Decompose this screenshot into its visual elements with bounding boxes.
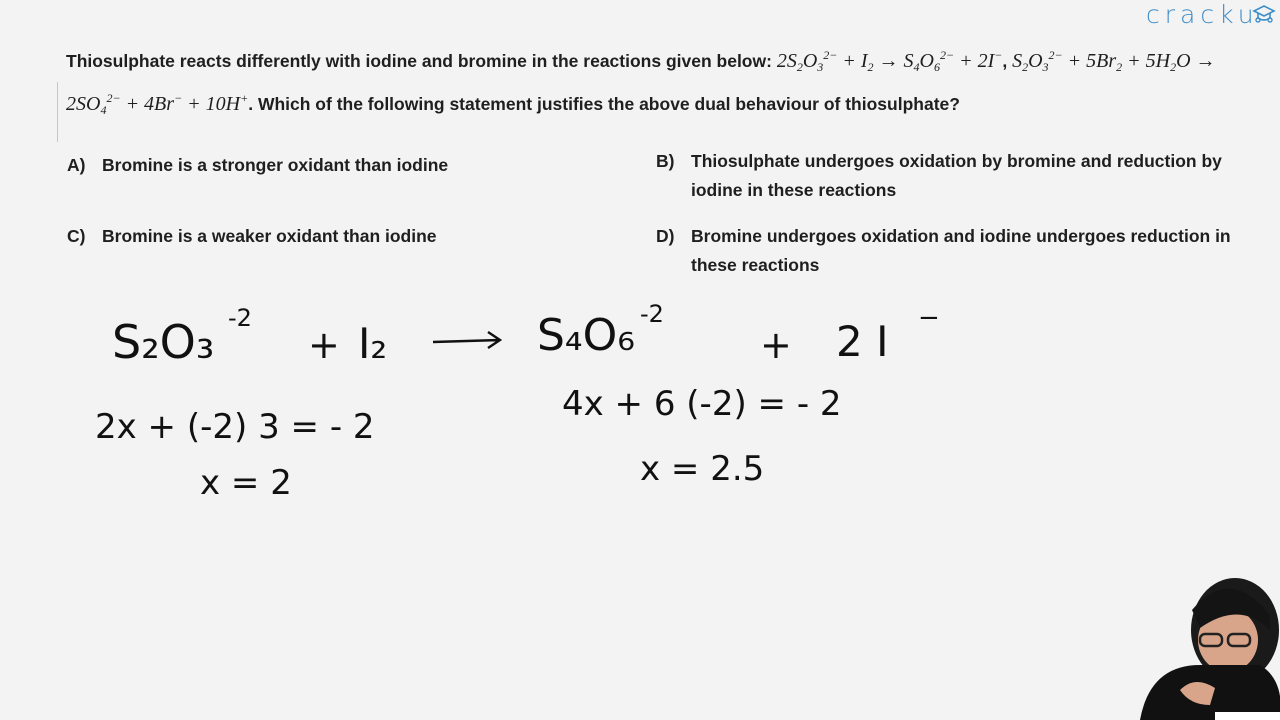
- option-b-text: Thiosulphate undergoes oxidation by bromine and reduction by iodine in these reactions: [691, 151, 1222, 200]
- question-text: Thiosulphate reacts differently with iodine and bromine in the reactions given below: $2S_2O_3^{2-} + I_2 \to S_4O_6^{2-} + 2I^-$, $S_2O_3^{2-} + 5Br_2 + 5H_2O \to 2SO_4^{2-} + 4Br^- + 10H^+$. Which of the following statement justifies the above dual behaviour of thiosulphate?: [66, 48, 1216, 117]
- hw-equation-right-result: x = 2.5: [640, 449, 765, 489]
- reaction-1-equation: $2S_2O_3^{2-} + I_2 \to S_4O_6^{2-} + 2I^-$: [776, 48, 1003, 74]
- question-tail: . Which of the following statement justifies the above dual behaviour of thiosulphate?: [248, 94, 960, 114]
- option-a-letter: A): [67, 155, 86, 175]
- hw-plus-1: +: [308, 323, 340, 367]
- hw-product-1-charge: -2: [640, 300, 664, 328]
- hw-product-2: 2 I: [836, 317, 889, 366]
- option-a-text: Bromine is a stronger oxidant than iodine: [102, 155, 449, 175]
- hw-product-2-charge: −: [918, 303, 940, 333]
- hw-left-reactant: S₂O₃: [112, 315, 215, 369]
- logo-text: cracku: [1146, 0, 1259, 29]
- option-b-letter: B): [656, 151, 675, 171]
- hw-plus-2: +: [760, 323, 792, 367]
- hw-product-1: S₄O₆: [537, 310, 635, 361]
- hw-reaction-arrow: [433, 332, 500, 348]
- question-lead: Thiosulphate reacts differently with iodine and bromine in the reactions given below:: [66, 51, 772, 71]
- option-d-letter: D): [656, 226, 675, 246]
- option-d-text: Bromine undergoes oxidation and iodine undergoes reduction in these reactions: [691, 226, 1231, 275]
- presenter-video: [1120, 570, 1280, 720]
- hw-equation-left-result: x = 2: [200, 463, 292, 503]
- hw-equation-right: 4x + 6 (-2) = - 2: [562, 384, 842, 424]
- option-c-text: Bromine is a weaker oxidant than iodine: [102, 226, 437, 246]
- hw-left-charge: -2: [228, 304, 252, 332]
- hw-equation-left: 2x + (-2) 3 = - 2: [95, 407, 375, 447]
- reaction-2-equation: $S_2O_3^{2-} + 5Br_2 + 5H_2O \to 2SO_4^{2-} + 4Br^- + 10H^+$: [66, 48, 1216, 117]
- option-c-letter: C): [67, 226, 86, 246]
- hw-iodine: I₂: [358, 319, 388, 368]
